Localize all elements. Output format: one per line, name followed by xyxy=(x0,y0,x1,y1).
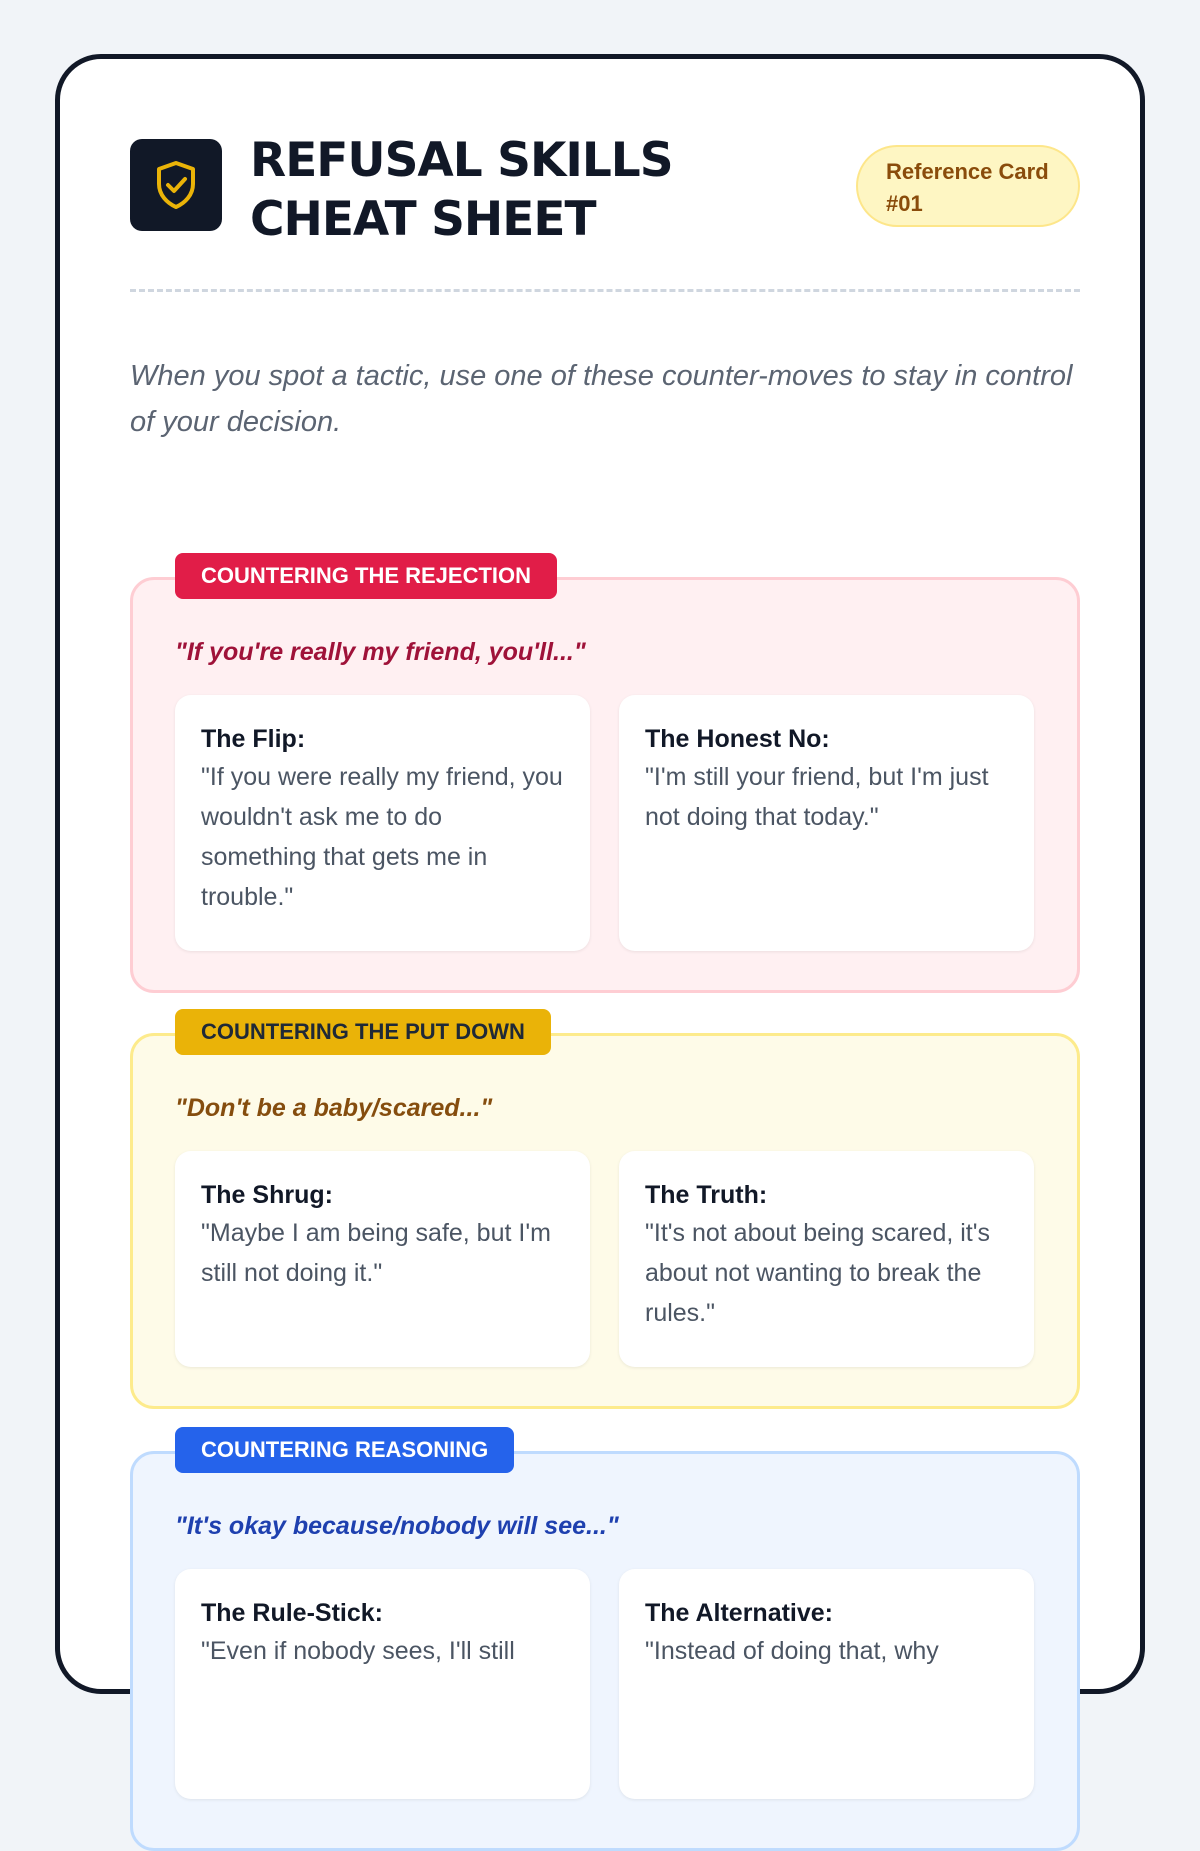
reply-title: The Alternative: xyxy=(645,1599,834,1627)
logo-badge xyxy=(130,139,222,231)
reply-card xyxy=(175,1151,590,1367)
reply-text: "If you were really my friend, you wouldn't ask me to do something that gets me in trouble." xyxy=(201,763,563,911)
tactic-quote: "If you're really my friend, you'll..." xyxy=(175,638,586,666)
section-tag: COUNTERING THE PUT DOWN xyxy=(175,1009,551,1055)
reply-title: The Truth: xyxy=(645,1181,768,1209)
reply-title: The Shrug: xyxy=(201,1181,333,1209)
tactic-quote: "It's okay because/nobody will see..." xyxy=(175,1512,619,1540)
reply-text: "It's not about being scared, it's about not wanting to break the rules." xyxy=(645,1219,991,1327)
section-rejection xyxy=(130,563,1080,993)
title-line-2: CHEAT SHEET xyxy=(250,192,596,247)
reply-text: "Instead of doing that, why xyxy=(645,1637,939,1665)
dashed-divider xyxy=(130,289,1080,292)
reply-card xyxy=(619,1151,1034,1367)
badge-line-2: #01 xyxy=(886,191,923,216)
cheat-sheet-card xyxy=(55,54,1145,1694)
reply-card xyxy=(175,1569,590,1799)
reply-text: "Maybe I am being safe, but I'm still not doing it." xyxy=(201,1219,551,1287)
page-title xyxy=(250,131,770,249)
reply-text: "I'm still your friend, but I'm just not doing that today." xyxy=(645,763,989,831)
intro-text: When you spot a tactic, use one of these counter-moves to stay in control of your decision. xyxy=(130,360,1073,438)
reply-card xyxy=(619,1569,1034,1799)
card-header xyxy=(130,133,1080,249)
reply-title: The Honest No: xyxy=(645,725,830,753)
reference-card-badge xyxy=(856,145,1080,227)
section-put-down xyxy=(130,1019,1080,1409)
section-tag: COUNTERING REASONING xyxy=(175,1427,514,1473)
reply-card xyxy=(175,695,590,951)
badge-line-1: Reference Card xyxy=(886,159,1049,184)
reply-text: "Even if nobody sees, I'll still xyxy=(201,1637,515,1665)
shield-check-icon xyxy=(154,160,198,210)
section-reasoning xyxy=(130,1437,1080,1851)
reply-title: The Flip: xyxy=(201,725,306,753)
section-tag: COUNTERING THE REJECTION xyxy=(175,553,557,599)
reply-title: The Rule-Stick: xyxy=(201,1599,383,1627)
reply-card xyxy=(619,695,1034,951)
title-line-1: REFUSAL SKILLS xyxy=(250,133,673,188)
tactic-quote: "Don't be a baby/scared..." xyxy=(175,1094,493,1122)
